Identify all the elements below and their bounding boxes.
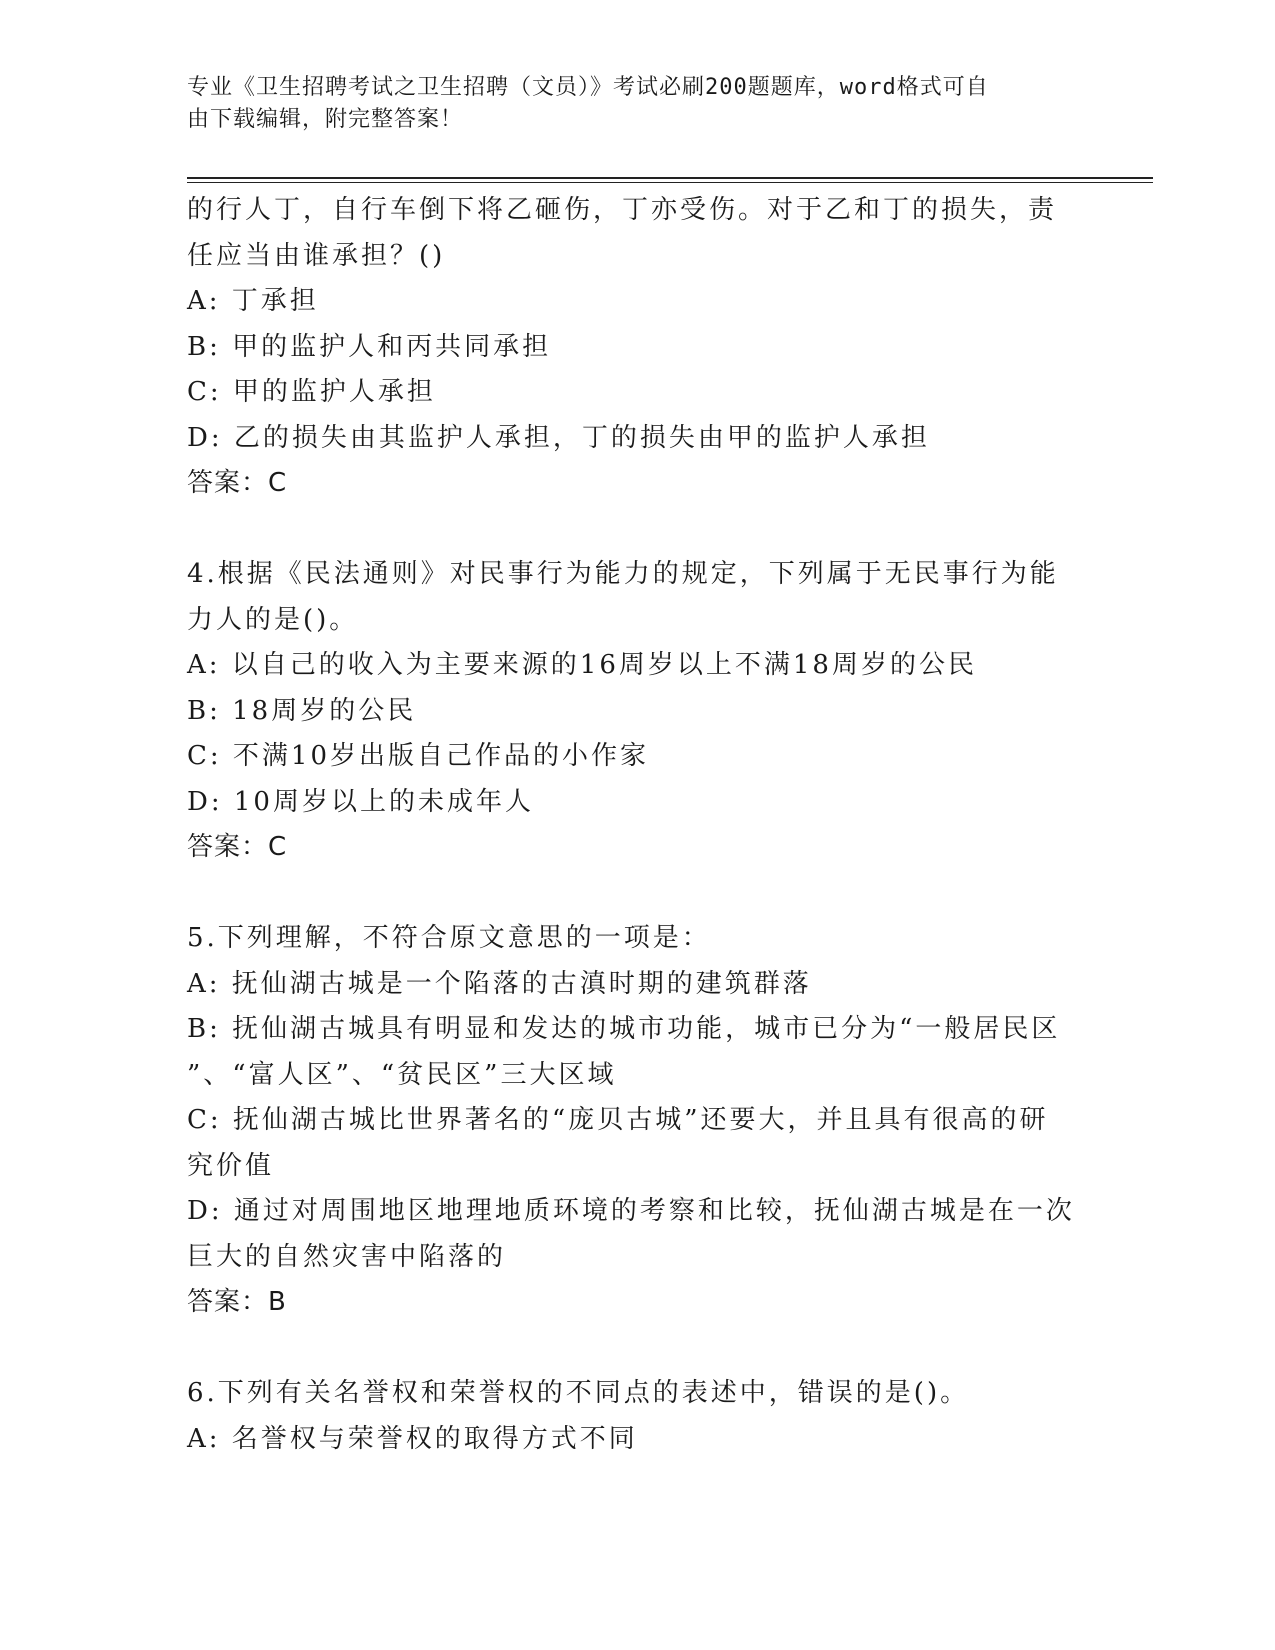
question-list <box>187 188 1077 1462</box>
question-stem-line: 的行人丁，自行车倒下将乙砸伤，丁亦受伤。对于乙和丁的损失，责 <box>187 195 1058 225</box>
answer: 答案：C <box>187 468 288 498</box>
option-c: C: 甲的监护人承担 <box>187 377 436 407</box>
question-stem-line: 力人的是()。 <box>187 604 359 635</box>
option-c: C: 不满10岁出版自己作品的小作家 <box>187 741 650 771</box>
question-3 <box>187 188 1077 507</box>
document-header <box>187 72 1067 136</box>
header-rule-thin <box>187 182 1153 183</box>
answer: 答案：C <box>187 832 288 862</box>
option-b-continued: ”、“富人区”、“贫民区”三大区域 <box>187 1059 617 1090</box>
question-stem-line: 任应当由谁承担？() <box>187 240 446 271</box>
question-stem-line: 6.下列有关名誉权和荣誉权的不同点的表述中，错误的是()。 <box>187 1378 970 1408</box>
option-b: B: 抚仙湖古城具有明显和发达的城市功能，城市已分为“一般居民区 <box>187 1014 1061 1044</box>
spacer <box>187 1326 1077 1372</box>
header-line-2: 由下载编辑，附完整答案！ <box>187 107 464 132</box>
option-a: A: 以自己的收入为主要来源的16周岁以上不满18周岁的公民 <box>187 650 977 680</box>
option-a: A: 丁承担 <box>187 286 319 316</box>
option-b: B: 甲的监护人和丙共同承担 <box>187 331 552 362</box>
option-d: D: 10周岁以上的未成年人 <box>187 786 534 817</box>
option-d: D: 乙的损失由其监护人承担，丁的损失由甲的监护人承担 <box>187 422 930 453</box>
spacer <box>187 871 1077 917</box>
option-b: B: 18周岁的公民 <box>187 695 417 726</box>
option-a: A: 名誉权与荣誉权的取得方式不同 <box>187 1423 638 1454</box>
option-c-continued: 究价值 <box>187 1150 275 1181</box>
answer: 答案：B <box>187 1287 287 1317</box>
spacer <box>187 507 1077 553</box>
question-stem-line: 4.根据《民法通则》对民事行为能力的规定，下列属于无民事行为能 <box>187 559 1059 589</box>
question-5 <box>187 916 1077 1326</box>
option-d-continued: 巨大的自然灾害中陷落的 <box>187 1241 507 1272</box>
option-c: C: 抚仙湖古城比世界著名的“庞贝古城”还要大，并且具有很高的研 <box>187 1105 1049 1135</box>
option-d: D: 通过对周围地区地理地质环境的考察和比较，抚仙湖古城是在一次 <box>187 1196 1075 1226</box>
header-rule-thick <box>187 177 1153 179</box>
question-stem-line: 5.下列理解，不符合原文意思的一项是： <box>187 923 711 953</box>
option-a: A: 抚仙湖古城是一个陷落的古滇时期的建筑群落 <box>187 968 812 999</box>
header-line-1: 专业《卫生招聘考试之卫生招聘（文员）》考试必刷200题题库，word格式可自 <box>187 75 989 100</box>
question-6 <box>187 1371 1077 1462</box>
question-4 <box>187 552 1077 871</box>
